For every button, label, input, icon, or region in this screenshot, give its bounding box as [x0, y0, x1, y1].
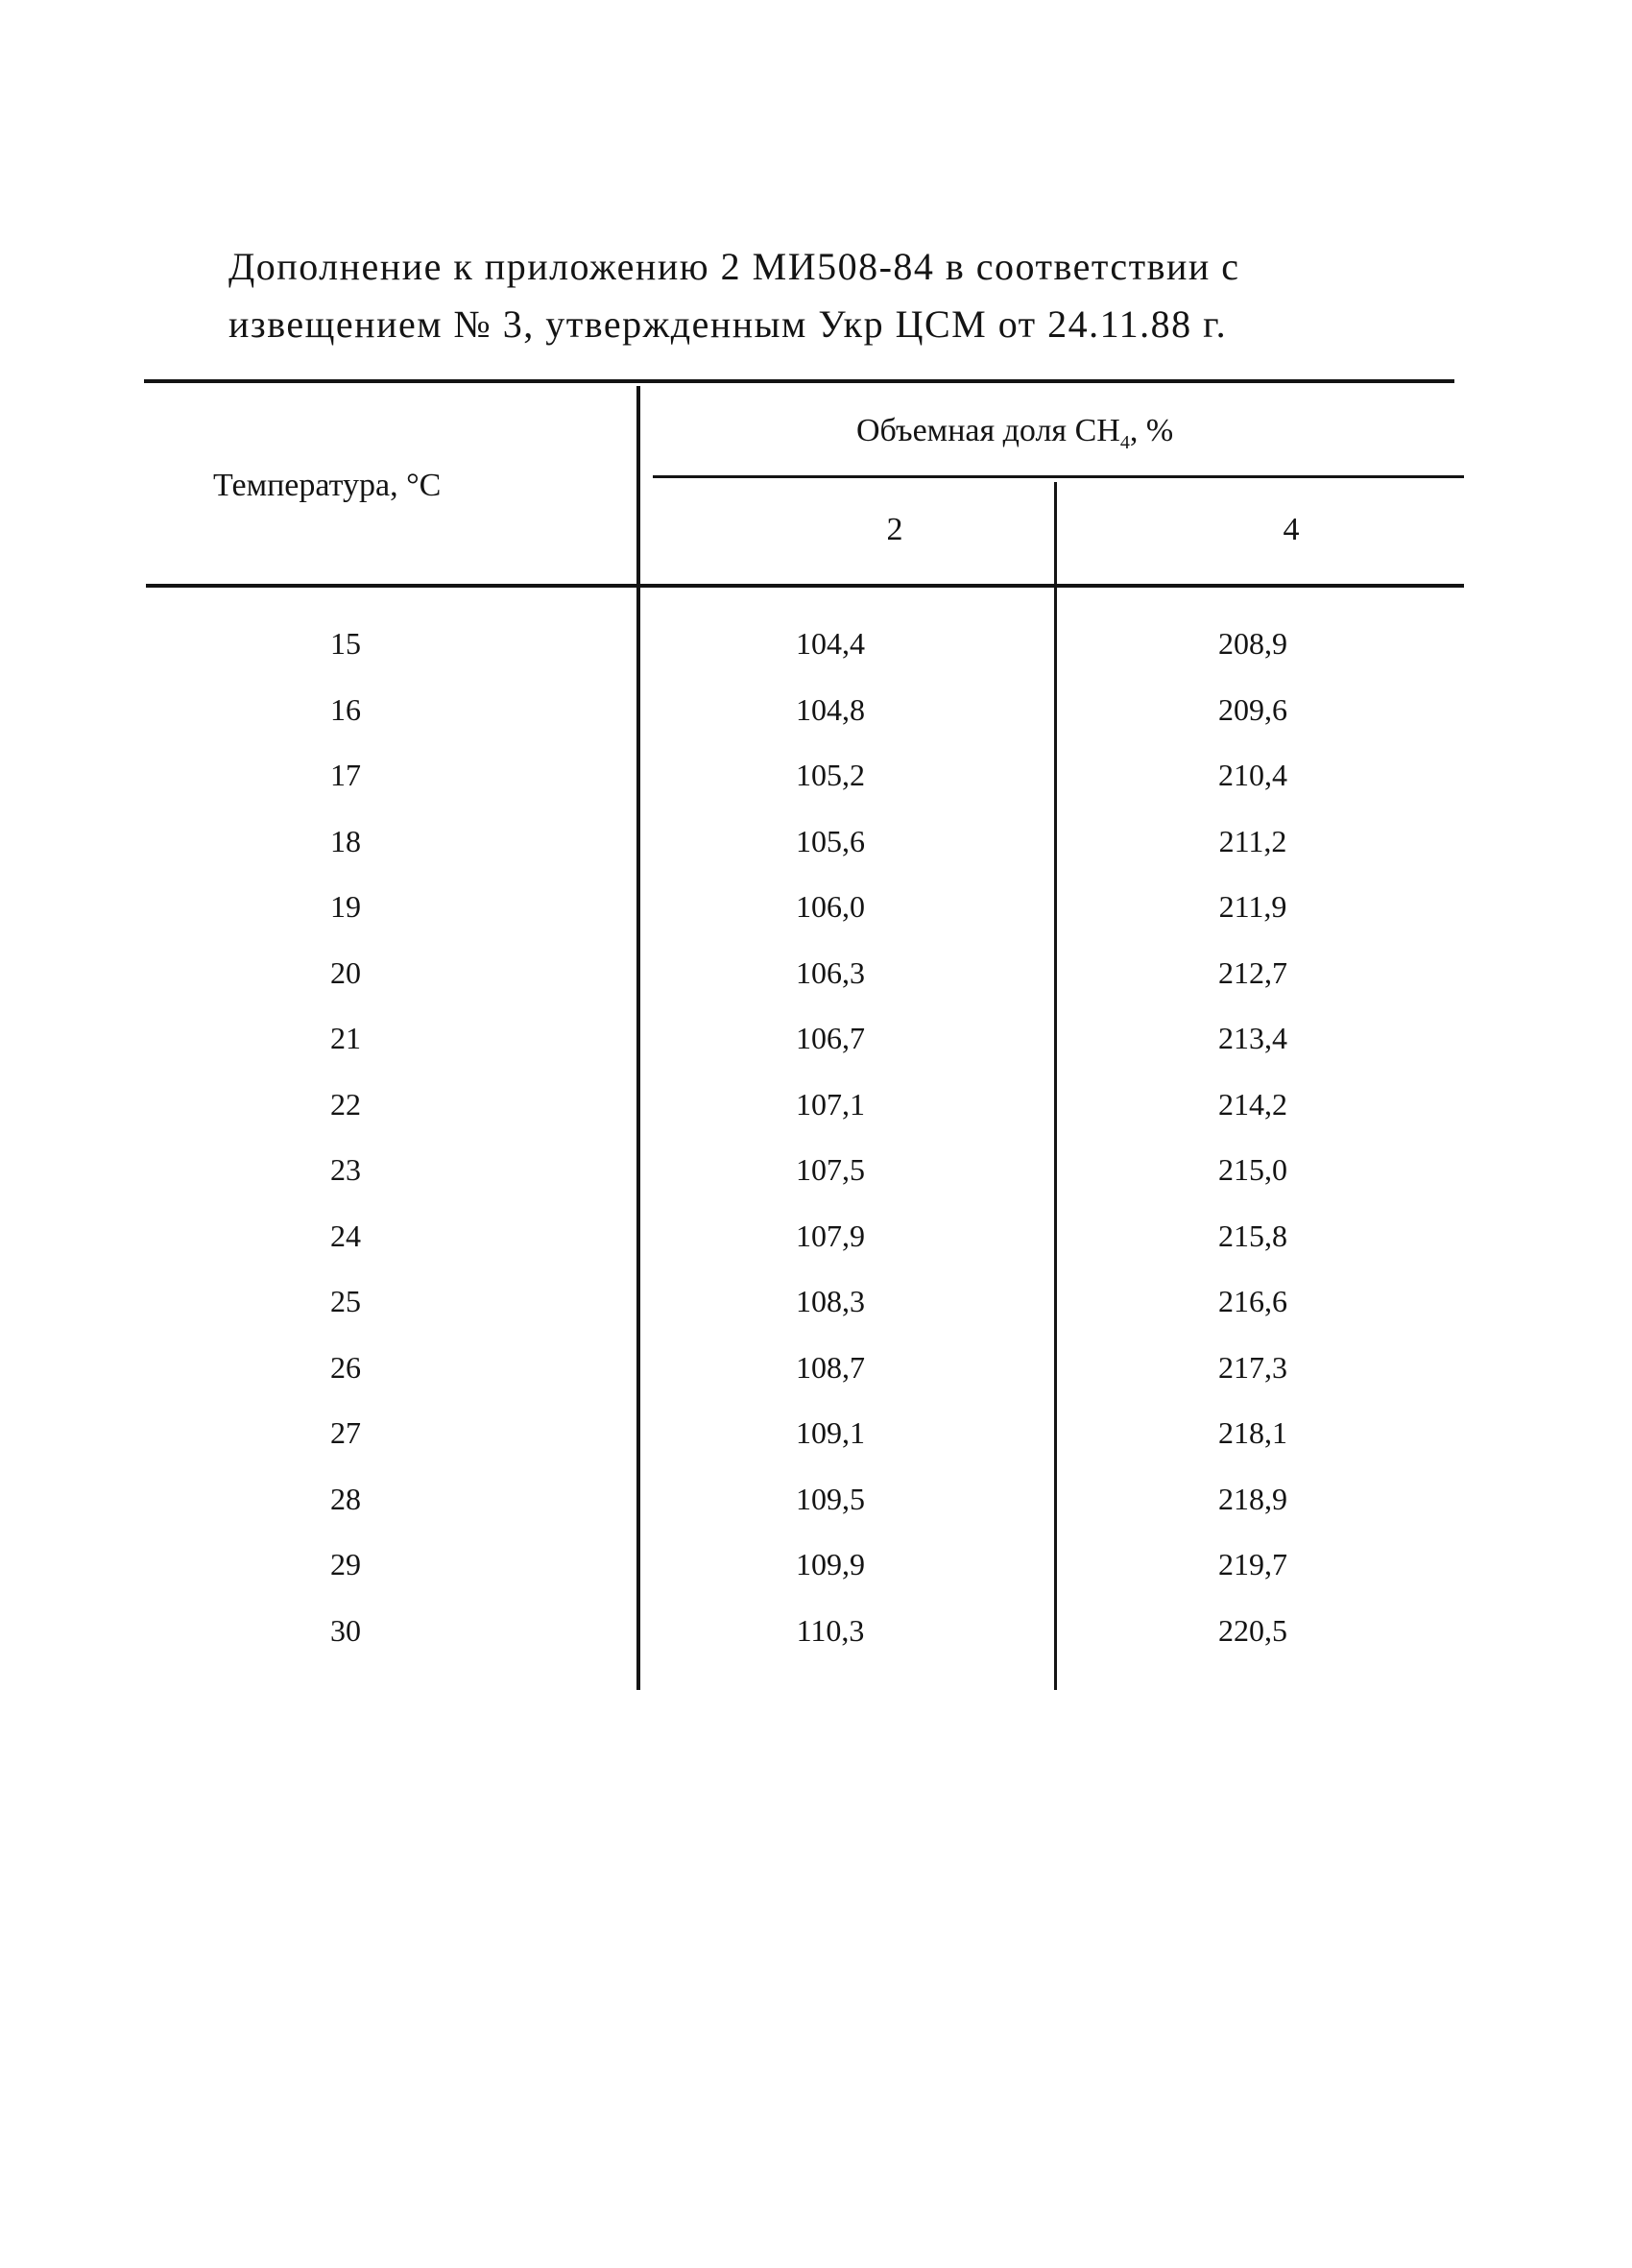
cell-volume-4: 216,6 [1218, 1284, 1287, 1318]
cell-volume-2: 108,7 [796, 1350, 865, 1385]
cell-volume-2: 107,5 [796, 1152, 865, 1187]
cell-volume-2: 110,3 [796, 1613, 865, 1648]
cell-temperature: 30 [330, 1613, 361, 1648]
header-col-2: 2 [886, 512, 903, 547]
cell-volume-4: 214,2 [1218, 1087, 1287, 1122]
cell-temperature: 28 [330, 1482, 361, 1516]
cell-temperature: 21 [330, 1021, 361, 1055]
header-temperature: Температура, °C [213, 468, 442, 503]
cell-volume-4: 208,9 [1218, 626, 1287, 661]
cell-volume-4: 217,3 [1218, 1350, 1287, 1385]
cell-volume-4: 219,7 [1218, 1547, 1287, 1581]
cell-volume-2: 104,4 [796, 626, 865, 661]
cell-temperature: 18 [330, 824, 361, 858]
document-title [228, 238, 1380, 353]
title-line-2: извещением № 3, утвержденным Укр ЦСМ от 24.11.88 г. [228, 302, 1228, 346]
cell-temperature: 16 [330, 692, 361, 727]
cell-volume-2: 106,0 [796, 889, 865, 924]
cell-temperature: 15 [330, 626, 361, 661]
header-volume-fraction [856, 413, 1173, 454]
header-volume-fraction-unit: , % [1129, 413, 1174, 448]
cell-volume-4: 212,7 [1218, 955, 1287, 990]
cell-volume-4: 211,9 [1218, 889, 1287, 924]
cell-temperature: 22 [330, 1087, 361, 1122]
cell-temperature: 23 [330, 1152, 361, 1187]
header-bottom-rule [146, 584, 1464, 588]
cell-volume-4: 209,6 [1218, 692, 1287, 727]
cell-volume-2: 106,3 [796, 955, 865, 990]
cell-volume-4: 218,9 [1218, 1482, 1287, 1516]
cell-volume-4: 215,8 [1218, 1218, 1287, 1253]
table-top-rule [144, 379, 1454, 383]
cell-volume-4: 215,0 [1218, 1152, 1287, 1187]
cell-volume-2: 104,8 [796, 692, 865, 727]
cell-temperature: 20 [330, 955, 361, 990]
temperature-column-divider [636, 386, 640, 1690]
cell-volume-2: 109,5 [796, 1482, 865, 1516]
cell-temperature: 17 [330, 758, 361, 792]
cell-volume-2: 107,9 [796, 1218, 865, 1253]
cell-temperature: 19 [330, 889, 361, 924]
cell-volume-2: 105,2 [796, 758, 865, 792]
title-line-1: Дополнение к приложению 2 МИ508-84 в соответствии с [228, 245, 1240, 288]
cell-volume-4: 213,4 [1218, 1021, 1287, 1055]
cell-volume-2: 106,7 [796, 1021, 865, 1055]
cell-temperature: 26 [330, 1350, 361, 1385]
cell-volume-2: 107,1 [796, 1087, 865, 1122]
cell-volume-2: 105,6 [796, 824, 865, 858]
header-col-4: 4 [1283, 512, 1300, 547]
cell-temperature: 29 [330, 1547, 361, 1581]
data-table [144, 374, 1469, 1700]
header-volume-fraction-label: Объемная доля CH [856, 413, 1120, 448]
cell-volume-2: 108,3 [796, 1284, 865, 1318]
cell-temperature: 27 [330, 1415, 361, 1450]
cell-volume-2: 109,1 [796, 1415, 865, 1450]
cell-volume-2: 109,9 [796, 1547, 865, 1581]
cell-volume-4: 210,4 [1218, 758, 1287, 792]
value-column-divider [1054, 482, 1057, 1690]
cell-temperature: 25 [330, 1284, 361, 1318]
subheader-rule [653, 475, 1464, 478]
cell-volume-4: 220,5 [1218, 1613, 1287, 1648]
header-volume-fraction-subscript: 4 [1119, 431, 1130, 453]
cell-volume-4: 211,2 [1218, 824, 1287, 858]
cell-volume-4: 218,1 [1218, 1415, 1287, 1450]
cell-temperature: 24 [330, 1218, 361, 1253]
